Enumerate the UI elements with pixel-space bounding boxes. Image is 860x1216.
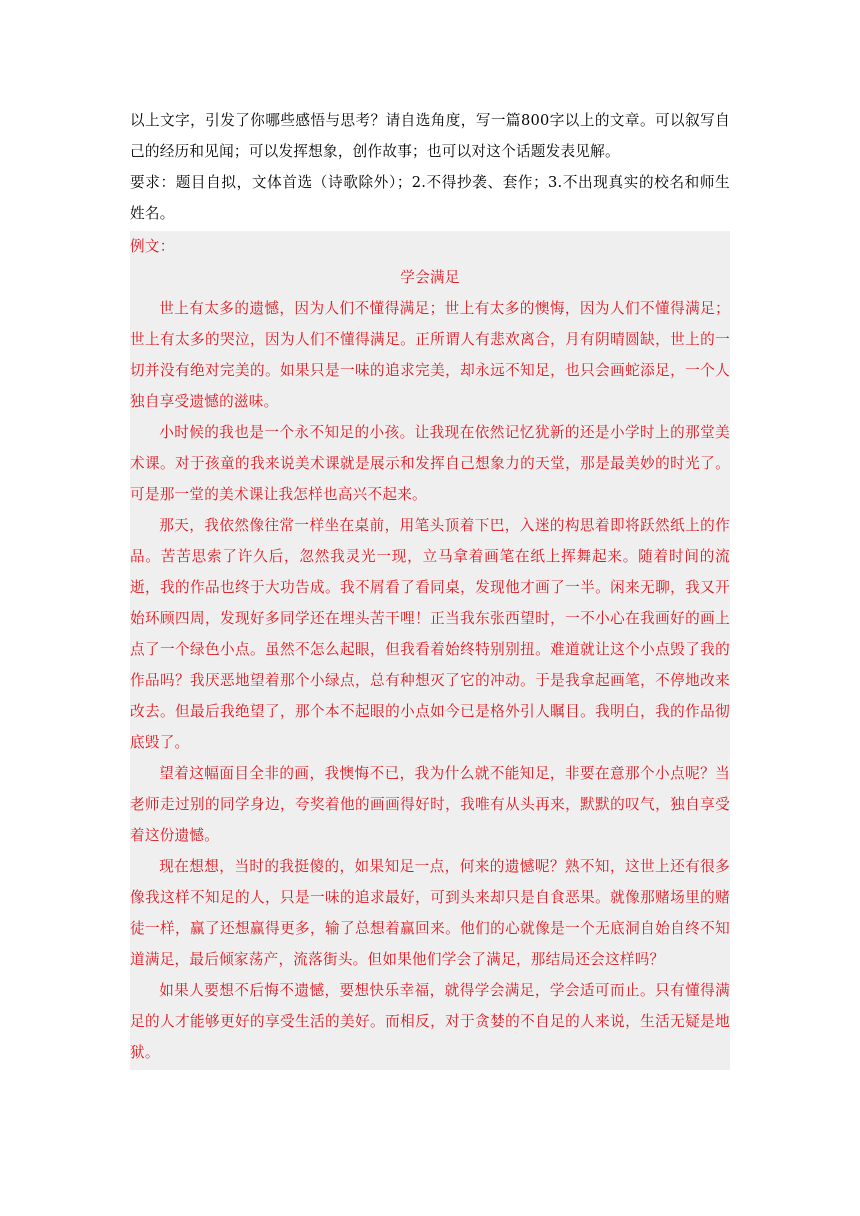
document-page bbox=[130, 105, 730, 1070]
essay-title: 学会满足 bbox=[400, 269, 460, 286]
essay-paragraph-1: 世上有太多的遗憾，因为人们不懂得满足；世上有太多的懊悔，因为人们不懂得满足；世上有太多的哭泣，因为人们不懂得满足。正所谓人有悲欢离合，月有阴晴圆缺，世上的一切并没有绝对完美的。如果只是一味的追求完美，却永远不知足，也只会画蛇添足，一个人独自享受遗憾的滋味。 bbox=[130, 300, 730, 410]
essay-paragraph-4: 望着这幅面目全非的画，我懊悔不已，我为什么就不能知足，非要在意那个小点呢？当老师走过别的同学身边，夸奖着他的画画得好时，我唯有从头再来，默默的叹气，独自享受着这份遗憾。 bbox=[130, 765, 730, 844]
requirements-paragraph: 要求：题目自拟，文体首选（诗歌除外）；2.不得抄袭、套作；3.不出现真实的校名和师生姓名。 bbox=[130, 174, 730, 222]
essay-paragraph-3: 那天，我依然像往常一样坐在桌前，用笔头顶着下巴，入迷的构思着即将跃然纸上的作品。苦苦思索了许久后，忽然我灵光一现，立马拿着画笔在纸上挥舞起来。随着时间的流逝，我的作品也终于大功告成。我不屑看了看同桌，发现他才画了一半。闲来无聊，我又开始环顾四周，发现好多同学还在埋头苦干哩！正当我东张西望时，一不小心在我画好的画上点了一个绿色小点。虽然不怎么起眼，但我看着始终特别别扭。难道就让这个小点毁了我的作品吗？我厌恶地望着那个小绿点，总有种想灭了它的冲动。于是我拿起画笔，不停地改来改去。但最后我绝望了，那个本不起眼的小点如今已是格外引人瞩目。我明白，我的作品彻底毁了。 bbox=[130, 517, 730, 751]
example-essay-block bbox=[130, 231, 730, 1070]
essay-paragraph-6: 如果人要想不后悔不遗憾，要想快乐幸福，就得学会满足，学会适可而止。只有懂得满足的人才能够更好的享受生活的美好。而相反，对于贪婪的不自足的人来说，生活无疑是地狱。 bbox=[130, 982, 730, 1061]
example-label: 例文： bbox=[130, 238, 175, 255]
essay-paragraph-2: 小时候的我也是一个永不知足的小孩。让我现在依然记忆犹新的还是小学时上的那堂美术课。对于孩童的我来说美术课就是展示和发挥自己想象力的天堂，那是最美妙的时光了。可是那一堂的美术课让我怎样也高兴不起来。 bbox=[130, 424, 730, 503]
essay-paragraph-5: 现在想想，当时的我挺傻的，如果知足一点，何来的遗憾呢？熟不知，这世上还有很多像我这样不知足的人，只是一味的追求最好，可到头来却只是自食恶果。就像那赌场里的赌徒一样，赢了还想赢得更多，输了总想着赢回来。他们的心就像是一个无底洞自始自终不知道满足，最后倾家荡产，流落街头。但如果他们学会了满足，那结局还会这样吗？ bbox=[130, 858, 730, 968]
prompt-paragraph: 以上文字，引发了你哪些感悟与思考？请自选角度，写一篇800字以上的文章。可以叙写自己的经历和见闻；可以发挥想象，创作故事；也可以对这个话题发表见解。 bbox=[130, 112, 730, 160]
